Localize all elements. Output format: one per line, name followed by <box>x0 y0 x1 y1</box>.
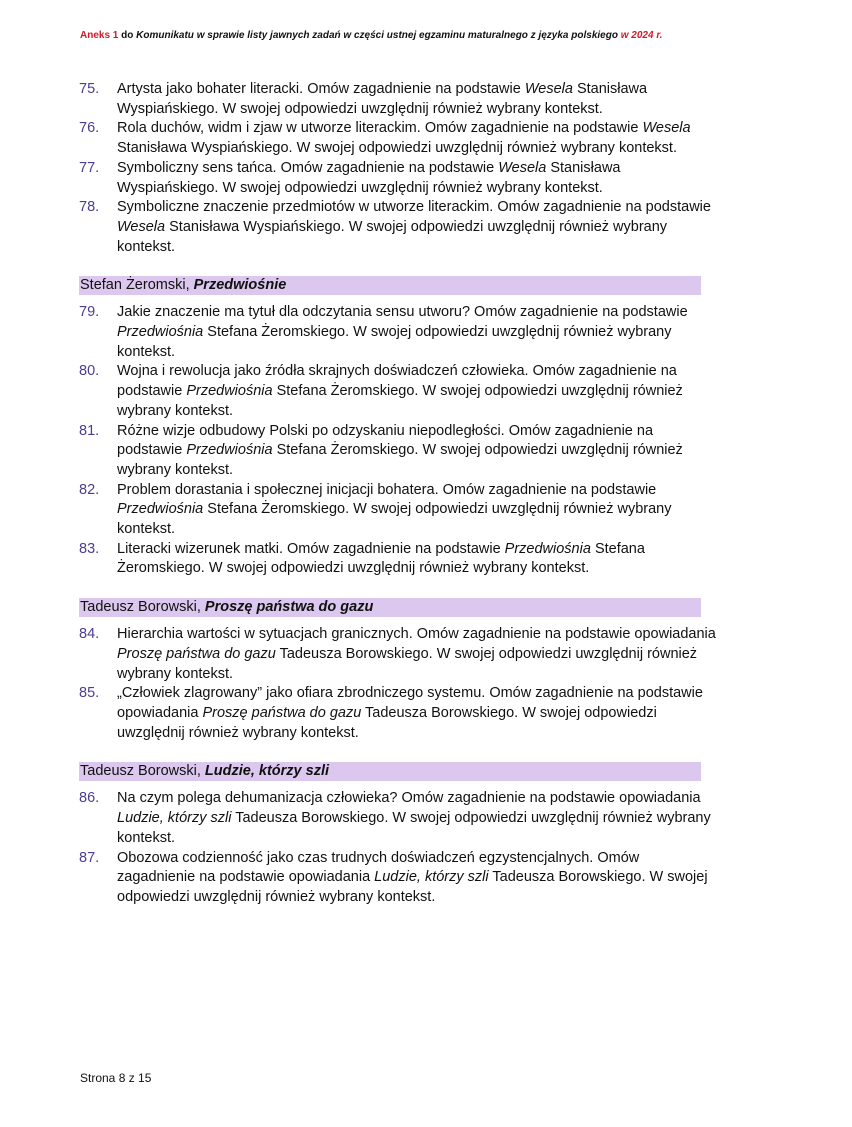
section-work-title: Przedwiośnie <box>193 277 287 294</box>
task-text-part: Literacki wizerunek matki. Omów zagadnienie na podstawie <box>117 540 505 557</box>
section-author: Stefan Żeromski, <box>80 277 194 294</box>
task-text-part: Artysta jako bohater literacki. Omów zagadnienie na podstawie <box>117 81 525 97</box>
task-text-part: Jakie znaczenie ma tytuł dla odczytania sensu utworu? Omów zagadnienie na podstawie <box>117 304 688 321</box>
task-text-part: Stefana Żeromskiego. W swojej odpowiedzi uwzględnij również wybrany kontekst. <box>117 383 683 419</box>
task-text-part: Rola duchów, widm i zjaw w utworze literackim. Omów zagadnienie na podstawie <box>117 120 643 137</box>
task-text <box>117 789 719 848</box>
section <box>79 598 719 762</box>
header-annex-label: Aneks 1 <box>80 30 119 41</box>
task-number: 82. <box>79 481 100 498</box>
task-text <box>117 422 719 481</box>
task-item <box>79 198 719 257</box>
task-item <box>79 684 719 743</box>
work-title: Przedwiośnia <box>117 324 204 341</box>
task-number: 81. <box>79 422 100 439</box>
task-item <box>79 481 719 540</box>
section-heading <box>79 762 701 781</box>
page-number: Strona 8 z 15 <box>80 1071 152 1085</box>
task-text <box>117 540 719 579</box>
task-number: 75. <box>79 81 100 97</box>
task-text-part: „Człowiek zlagrowany” jako ofiara zbrodniczego systemu. Omów zagadnienie na podstawie opowiadania <box>117 685 703 721</box>
work-title: Wesela <box>117 218 166 235</box>
task-text-part: Symboliczny sens tańca. Omów zagadnienie na podstawie <box>117 159 499 176</box>
task-text-part: Hierarchia wartości w sytuacjach granicznych. Omów zagadnienie na podstawie opowiadania <box>117 626 716 643</box>
task-text-part: Tadeusza Borowskiego. W swojej odpowiedzi uwzględnij również wybrany kontekst. <box>117 645 698 682</box>
task-text-part: Stanisława Wyspiańskiego. W swojej odpowiedzi uwzględnij również wybrany kontekst. <box>117 81 648 117</box>
task-text-part: Wojna i rewolucja jako źródła skrajnych doświadczeń człowieka. Omów zagadnienie na podstawie <box>117 363 677 400</box>
task-item <box>79 303 719 362</box>
page-header <box>80 30 780 41</box>
section-work-title: Proszę państwa do gazu <box>204 599 374 616</box>
section-heading <box>79 598 701 617</box>
task-text <box>117 159 719 198</box>
task-number: 83. <box>79 540 100 557</box>
task-number: 79. <box>79 304 100 321</box>
task-number: 78. <box>79 199 100 216</box>
task-item <box>79 625 719 684</box>
task-text-part: Różne wizje odbudowy Polski po odzyskaniu niepodległości. Omów zagadnienie na podstawie <box>117 422 654 459</box>
task-text-part: Stanisława Wyspiańskiego. W swojej odpowiedzi uwzględnij również wybrany kontekst. <box>117 140 677 157</box>
task-group-wesela <box>79 80 719 257</box>
task-text-part: Tadeusza Borowskiego. W swojej odpowiedzi uwzględnij również wybrany kontekst. <box>117 704 657 741</box>
task-text <box>117 303 719 362</box>
task-number: 86. <box>79 790 100 807</box>
task-text <box>117 684 719 743</box>
task-text-part: Stefana Żeromskiego. W swojej odpowiedzi uwzględnij również wybrany kontekst. <box>117 324 672 360</box>
task-item <box>79 540 719 579</box>
header-year: w 2024 r. <box>617 30 663 41</box>
work-title: Wesela <box>498 159 547 176</box>
task-text <box>117 362 719 421</box>
task-list <box>79 80 719 908</box>
task-item <box>79 789 719 848</box>
task-text-part: Obozowa codzienność jako czas trudnych doświadczeń egzystencjalnych. Omów zagadnienie na podstawie opowiadania <box>117 849 640 886</box>
section-work-title: Ludzie, którzy szli <box>204 763 330 780</box>
work-title: Proszę państwa do gazu <box>202 704 362 721</box>
task-item <box>79 159 719 198</box>
header-document-title: Komunikatu w sprawie listy jawnych zadań w części ustnej egzaminu maturalnego z języka polskiego <box>136 30 618 41</box>
task-text <box>117 198 719 257</box>
task-text <box>117 849 719 908</box>
task-sections <box>79 276 719 907</box>
task-item <box>79 422 719 481</box>
task-text <box>117 625 719 684</box>
task-text-part: Tadeusza Borowskiego. W swojej odpowiedzi uwzględnij również wybrany kontekst. <box>117 869 708 905</box>
task-text-part: Symboliczne znaczenie przedmiotów w utworze literackim. Omów zagadnienie na podstawie <box>117 199 711 216</box>
work-title: Ludzie, którzy szli <box>374 869 489 886</box>
task-number: 85. <box>79 685 100 702</box>
section <box>79 276 719 598</box>
task-text-part: Na czym polega dehumanizacja człowieka? Omów zagadnienie na podstawie opowiadania <box>117 790 701 807</box>
task-text <box>117 481 719 540</box>
task-text-part: Tadeusza Borowskiego. W swojej odpowiedzi uwzględnij również wybrany kontekst. <box>117 810 711 846</box>
section <box>79 762 719 907</box>
task-text-part: Stanisława Wyspiańskiego. W swojej odpowiedzi uwzględnij również wybrany kontekst. <box>117 218 668 255</box>
task-text-part: Stefana Żeromskiego. W swojej odpowiedzi uwzględnij również wybrany kontekst. <box>117 442 683 478</box>
header-connector: do <box>118 30 137 41</box>
task-text <box>117 119 719 158</box>
work-title: Wesela <box>524 81 573 97</box>
work-title: Przedwiośnia <box>117 501 204 518</box>
task-text-part: Problem dorastania i społecznej inicjacji bohatera. Omów zagadnienie na podstawie <box>117 481 657 498</box>
task-text <box>117 80 719 119</box>
work-title: Wesela <box>642 120 691 137</box>
task-item <box>79 362 719 421</box>
section-author: Tadeusz Borowski, <box>80 599 205 616</box>
task-number: 87. <box>79 849 100 866</box>
task-item <box>79 80 719 119</box>
task-number: 77. <box>79 159 100 176</box>
task-text-part: Stefana Żeromskiego. W swojej odpowiedzi uwzględnij również wybrany kontekst. <box>117 540 645 577</box>
task-item <box>79 849 719 908</box>
section-author: Tadeusz Borowski, <box>80 763 205 780</box>
task-text-part: Stefana Żeromskiego. W swojej odpowiedzi uwzględnij również wybrany kontekst. <box>117 501 672 538</box>
work-title: Proszę państwa do gazu <box>117 645 276 662</box>
task-text-part: Stanisława Wyspiańskiego. W swojej odpowiedzi uwzględnij również wybrany kontekst. <box>117 159 621 196</box>
work-title: Przedwiośnia <box>186 442 273 459</box>
task-number: 80. <box>79 363 100 380</box>
task-item <box>79 119 719 158</box>
task-number: 76. <box>79 120 100 137</box>
section-heading <box>79 276 701 295</box>
work-title: Przedwiośnia <box>504 540 591 557</box>
work-title: Ludzie, którzy szli <box>117 810 232 827</box>
work-title: Przedwiośnia <box>186 383 273 400</box>
task-number: 84. <box>79 626 100 643</box>
